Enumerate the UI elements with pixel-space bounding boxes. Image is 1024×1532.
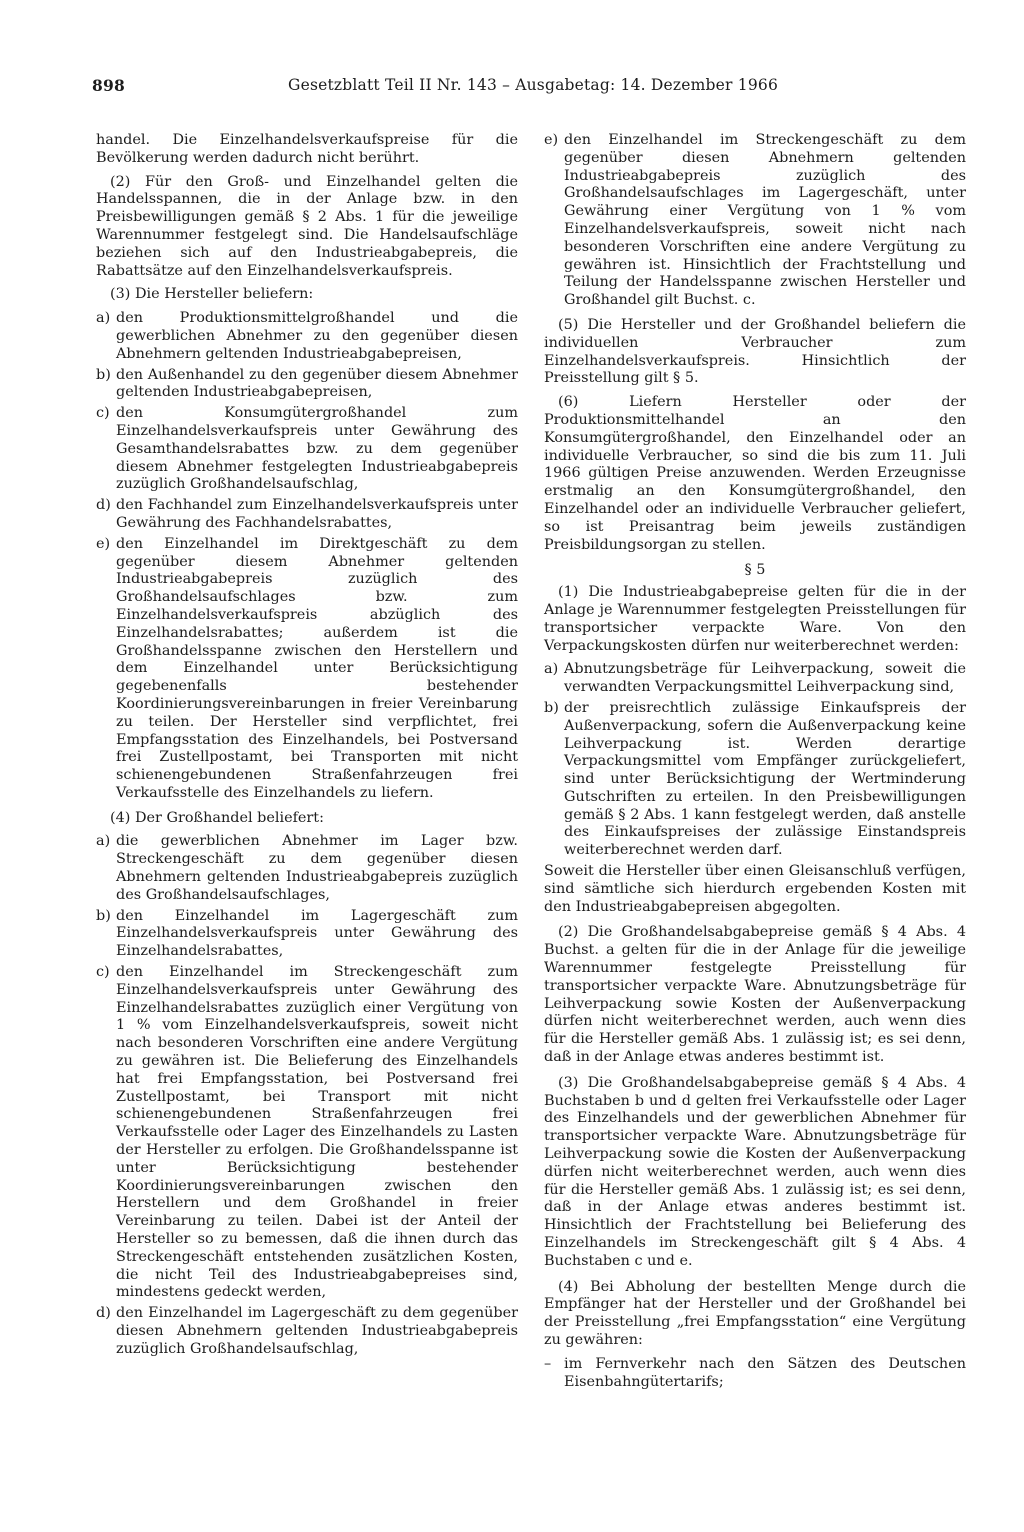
list-label: b) xyxy=(96,366,111,383)
left-column xyxy=(96,132,518,1362)
page-number: 898 xyxy=(92,76,125,95)
list-item-5a xyxy=(544,661,966,697)
list-label: e) xyxy=(96,535,111,552)
list-text: den Außenhandel zu den gegenüber diesem Abnehmer geltenden Industrieabgabepreisen, xyxy=(116,366,518,401)
paragraph-2: (2) Für den Groß- und Einzelhandel gelten die Handelsspannen, die in der Anlage bzw. in den Preisbewilligungen gemäß § 2 Abs. 1 für die jeweilige Warennummer festgelegt sind. Die Handelsaufschläge beziehen sich auf den Industrieabgabepreis, die Rabattsätze auf den Einzelhandelsverkaufspreis. xyxy=(96,173,518,279)
right-column xyxy=(544,132,966,1391)
list-item-5b xyxy=(544,700,966,860)
dash-text: im Fernverkehr nach den Sätzen des Deutschen Eisenbahngütertarifs; xyxy=(564,1355,966,1390)
list-text: der preisrechtlich zulässige Einkaufspreis der Außenverpackung, sofern die Außenverpackung keine Leihverpackung ist. Werden derartige Verpackungsmittel vom Empfänger zurückgeliefert, sind unter Berücksichtigung der Wertminderung Gutschriften zu erteilen. In den Preisbewilligungen gemäß § 2 Abs. 1 kann festgelegt werden, daß anstelle des Einkaufspreises der zulässige Einstandspreis weiterberechnet werden darf. xyxy=(564,699,966,859)
header-title: Gesetzblatt Teil II Nr. 143 – Ausgabetag: 14. Dezember 1966 xyxy=(288,76,779,94)
list-label: a) xyxy=(544,661,559,678)
list-label: b) xyxy=(96,907,111,924)
list-text: Abnutzungsbeträge für Leihverpackung, soweit die verwandten Verpackungsmittel Leihverpackung sind, xyxy=(564,661,966,696)
section5-paragraph-4: (4) Bei Abholung der bestellten Menge durch die Empfänger hat der Hersteller und der Großhandel bei der Preisstellung „frei Empfangsstation“ eine Vergütung zu gewähren: xyxy=(544,1278,966,1348)
list-item-4e xyxy=(544,132,966,310)
list-label: a) xyxy=(96,833,111,850)
list-text: den Einzelhandel im Lagergeschäft zu dem gegenüber diesen Abnehmern geltenden Industrieabgabepreis zuzüglich Großhandelsaufschlag, xyxy=(116,1305,518,1357)
list-item-4a xyxy=(96,833,518,904)
list-item-3b xyxy=(96,367,518,403)
list-item-4c xyxy=(96,964,518,1302)
list-text: den Konsumgütergroßhandel zum Einzelhandelsverkaufspreis unter Gewährung des Gesamthandelsrabattes bzw. zu dem gegenüber diesem Abnehmer festgelegten Industrieabgabepreis zuzüglich Großhandelsaufschlag, xyxy=(116,405,518,493)
list-item-3d xyxy=(96,497,518,533)
paragraph-6: (6) Liefern Hersteller oder der Produktionsmittelhandel an den Konsumgütergroßhandel, den Einzelhandel oder an individuelle Verbraucher, so sind die bis zum 11. Juli 1966 gültigen Preise anzuwenden. Werden Erzeugnisse erstmalig an den Konsumgütergroßhandel, den Einzelhandel oder an individuelle Verbraucher geliefert, so ist Preisantrag beim jeweils zuständigen Preisbildungsorgan zu stellen. xyxy=(544,394,966,553)
list-label: d) xyxy=(96,497,111,514)
section-heading: § 5 xyxy=(744,562,766,579)
list-text: den Einzelhandel im Streckengeschäft zu dem gegenüber diesen Abnehmern geltenden Industrieabgabepreis zuzüglich des Großhandelsaufschlages im Lagergeschäft, unter Gewährung einer Vergütung von 1 % vom Einzelhandelsverkaufspreis, soweit nicht nach besonderen Vorschriften eine andere Vergütung zu gewähren ist. Hinsichtlich der Frachtstellung und Teilung der Handelsspanne zwischen Hersteller und Großhandel gilt Buchst. c. xyxy=(564,132,966,309)
paragraph-3-intro: (3) Die Hersteller beliefern: xyxy=(110,286,314,303)
dash-list-item xyxy=(544,1356,966,1392)
list-item-4b xyxy=(96,908,518,961)
list-text: den Einzelhandel im Lagergeschäft zum Einzelhandelsverkaufspreis unter Gewährung des Einzelhandelsrabattes, xyxy=(116,907,518,960)
list-text: den Einzelhandel im Streckengeschäft zum Einzelhandelsverkaufspreis unter Gewährung des Einzelhandelsrabattes zuzüglich einer Vergütung von 1 % vom Einzelhandelsverkaufspreis, soweit nicht nach besonderen Vorschriften eine andere Vergütung zu gewähren ist. Die Belieferung des Einzelhandels hat frei Empfangsstation, bei Postversand frei Zustellpostamt, bei Transport mit nicht schienengebundenen Straßenfahrzeugen frei Verkaufsstelle oder Lager des Einzelhandels zu Lasten der Hersteller zu erfolgen. Die Großhandelsspanne ist unter Berücksichtigung bestehender Koordinierungsvereinbarungen zwischen den Herstellern und dem Großhandel in freier Vereinbarung zu teilen. Dabei ist der Anteil der Hersteller so zu bemessen, daß die ihnen durch das Streckengeschäft entstehenden zusätzlichen Kosten, die nicht Teil des Industrieabgabepreises sind, mindestens gedeckt werden, xyxy=(116,964,518,1301)
section5-paragraph-3: (3) Die Großhandelsabgabepreise gemäß § 4 Abs. 4 Buchstaben b und d gelten frei Verkaufsstelle oder Lager des Einzelhandels und der gewerblichen Abnehmer für transportsicher verpackte Ware. Abnutzungsbeträge für Leihverpackung sowie die Kosten der Außenverpackung dürfen nicht weiterberechnet werden, auch wenn dies für die Hersteller gemäß Abs. 1 zulässig ist; es sei denn, daß in der Anlage etwas anderes bestimmt ist. Hinsichtlich der Frachtstellung bei Belieferung des Einzelhandels im Streckengeschäft gilt § 4 Abs. 4 Buchstaben c und e. xyxy=(544,1074,966,1269)
section5-paragraph-2: (2) Die Großhandelsabgabepreise gemäß § 4 Abs. 4 Buchst. a gelten für die in der Anlage für die jeweilige Warennummer festgelegte Preisstellung für transportsicher verpackte Ware. Abnutzungsbeträge für Leihverpackung sowie Kosten der Außenverpackung dürfen nicht weiterberechnet werden, auch wenn dies für die Hersteller gemäß Abs. 1 zulässig ist; es sei denn, daß in der Anlage etwas anderes bestimmt ist. xyxy=(544,924,966,1066)
page-header xyxy=(92,76,792,100)
list-item-3c xyxy=(96,405,518,494)
dash-label: – xyxy=(544,1355,552,1372)
list-item-3e xyxy=(96,536,518,803)
paragraph-4-intro: (4) Der Großhandel beliefert: xyxy=(110,809,324,826)
paragraph-5: (5) Die Hersteller und der Großhandel beliefern die individuellen Verbraucher zum Einzelhandelsverkaufspreis. Hinsichtlich der Preisstellung gilt § 5. xyxy=(544,316,966,387)
list-label: e) xyxy=(544,132,559,148)
paragraph-continuation: handel. Die Einzelhandelsverkaufspreise für die Bevölkerung werden dadurch nicht berührt. xyxy=(96,132,518,166)
list-text: den Einzelhandel im Direktgeschäft zu dem gegenüber diesem Abnehmer geltenden Industrieabgabepreis zuzüglich des Großhandelsaufschlages bzw. zum Einzelhandelsverkaufspreis abzüglich des Einzelhandelsrabattes; außerdem ist die Großhandelsspanne zwischen den Herstellern und dem Einzelhandel unter Berücksichtigung gegebenenfalls bestehender Koordinierungsvereinbarungen in freier Vereinbarung zu teilen. Der Hersteller sind verpflichtet, frei Empfangsstation des Einzelhandels, bei Postversand frei Zustellpostamt, bei Transporten mit nicht schienengebundenen Straßenfahrzeugen frei Verkaufsstelle des Einzelhandels zu liefern. xyxy=(116,535,518,801)
list-text: den Fachhandel zum Einzelhandelsverkaufspreis unter Gewährung des Fachhandelsrabattes, xyxy=(116,497,518,531)
list-text: die gewerblichen Abnehmer im Lager bzw. Streckengeschäft zu dem gegenüber diesen Abnehmern geltenden Industrieabgabepreis zuzüglich des Großhandelsaufschlages, xyxy=(116,833,518,903)
list-label: d) xyxy=(96,1305,111,1322)
list-label: b) xyxy=(544,699,559,716)
list-item-4d xyxy=(96,1305,518,1358)
list-label: a) xyxy=(96,310,111,327)
section5-paragraph-1: (1) Die Industrieabgabepreise gelten für die in der Anlage je Warennummer festgelegten Preisstellungen für transportsicher verpackte Ware. Von den Verpackungskosten dürfen nur weiterberechnet werden: xyxy=(544,584,966,654)
list-label: c) xyxy=(96,964,110,981)
list-label: c) xyxy=(96,405,110,422)
list-text: den Produktionsmittelgroßhandel und die gewerblichen Abnehmer zu den gegenüber diesen Abnehmern geltenden Industrieabgabepreisen, xyxy=(116,310,518,362)
list-item-3a xyxy=(96,310,518,363)
section5-after-list: Soweit die Hersteller über einen Gleisanschluß verfügen, sind sämtliche sich hierdurch ergebenden Kosten mit den Industrieabgabepreisen abgegolten. xyxy=(544,863,966,915)
